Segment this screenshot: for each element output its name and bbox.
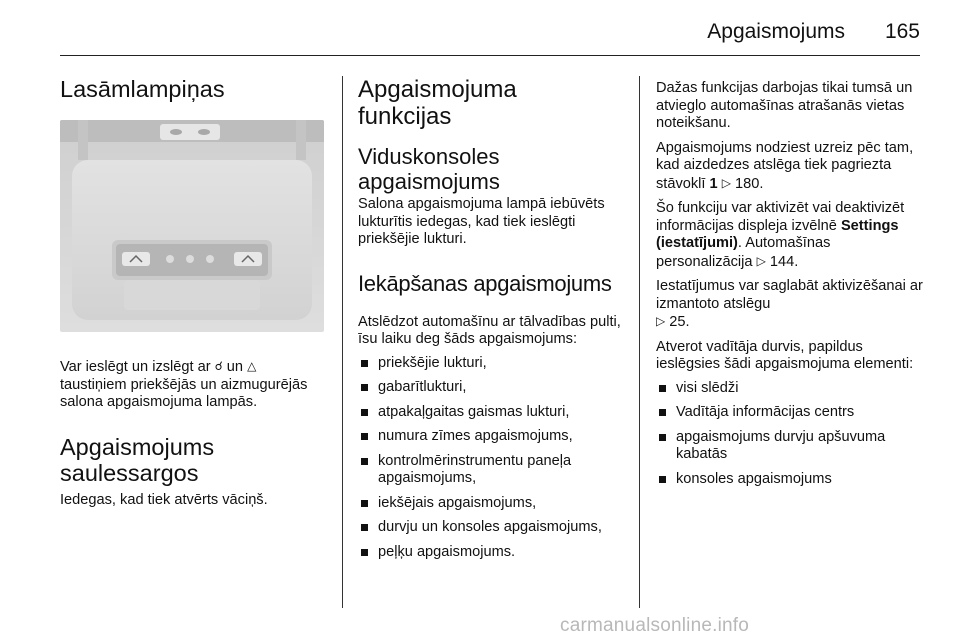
driver-door-list — [656, 380, 924, 489]
entry-lighting-text: Atslēdzot automašīnu ar tālvadības pulti, īsu laiku deg šāds apgaismojums: — [358, 313, 621, 347]
page-ref-link[interactable]: 180. — [735, 175, 764, 192]
section-heading-sunvisor-lamps: Apgaismojums saulessargos — [60, 433, 215, 486]
overhead-console-image — [60, 120, 324, 332]
column-divider — [342, 76, 343, 608]
bullet-square-icon — [659, 385, 666, 392]
bullet-square-icon — [361, 524, 368, 531]
header-rule — [60, 55, 920, 56]
subheading-center-console: Viduskonsoles apgaismojums — [358, 144, 500, 194]
page-header — [60, 18, 920, 48]
driver-door-text: Atverot vadītāja durvis, papildus ieslēgsies šādi apgaismojuma elementi: — [656, 338, 914, 372]
list-item: visi slēdži — [656, 380, 924, 398]
list-item: peļķu apgaismojums. — [358, 544, 622, 562]
column-1 — [60, 76, 324, 509]
list-item: iekšējais apgaismojums, — [358, 495, 622, 513]
reading-lamps-text: Var ieslēgt un izslēgt ar ☌ un △ taustiņiem priekšējās un aizmugurējās salona apgaismojuma lampās. — [60, 359, 308, 410]
front-lamp-icon: ☌ — [214, 359, 223, 373]
bullet-square-icon — [361, 500, 368, 507]
bullet-square-icon — [659, 409, 666, 416]
bullet-square-icon — [361, 549, 368, 556]
list-item: numura zīmes apgaismojums, — [358, 428, 622, 446]
reading-lamps-photo — [60, 120, 324, 332]
list-item: Vadītāja informācijas centrs — [656, 404, 924, 422]
page-ref-link[interactable]: 144. — [769, 253, 799, 270]
column-2 — [358, 76, 622, 568]
ref-arrow-icon: ▷ — [721, 175, 731, 190]
ref-arrow-icon: ▷ — [656, 314, 666, 328]
section-heading-lighting-features: Apgaismojuma funkcijas — [358, 76, 517, 130]
column-divider — [639, 76, 640, 608]
list-item: durvju un konsoles apgaismojums, — [358, 519, 622, 537]
list-item: gabarītlukturi, — [358, 379, 622, 397]
watermark: carmanualsonline.info — [560, 615, 750, 636]
list-item: konsoles apgaismojums — [656, 471, 924, 489]
center-console-text: Salona apgaismojuma lampā iebūvēts lukturītis iedegas, kad tiek ieslēgti priekšējie lukturi. — [358, 196, 605, 247]
settings-text: Šo funkciju var aktivizēt vai deaktivizēt informācijas displeja izvēlnē Settings (iestatījumi). Automašīnas personalizācija ▷ 144. — [656, 200, 905, 270]
bullet-square-icon — [361, 384, 368, 391]
sunvisor-text: Iedegas, kad tiek atvērts vāciņš. — [60, 491, 268, 508]
list-item: atpakaļgaitas gaismas lukturi, — [358, 404, 622, 422]
subheading-entry-lighting: Iekāpšanas apgaismojums — [358, 270, 612, 296]
bullet-square-icon — [361, 433, 368, 440]
list-item: kontrolmērinstrumentu paneļa apgaismojums, — [358, 453, 622, 488]
entry-lighting-list — [358, 355, 622, 562]
list-item: priekšējie lukturi, — [358, 355, 622, 373]
column-3 — [656, 80, 924, 495]
key-memory-text: Iestatījumus var saglabāt aktivizēšanai ar izmantoto atslēgu ▷ 25. — [656, 278, 923, 330]
section-heading-reading-lamps: Lasāmlampiņas — [60, 76, 225, 102]
page-number: 165 — [884, 20, 920, 43]
header-title: Apgaismojums — [707, 20, 845, 43]
bullet-square-icon — [361, 360, 368, 367]
ignition-text: Apgaismojums nodziest uzreiz pēc tam, kad aizdedzes atslēga tiek pagriezta stāvoklī 1 ▷ 180. — [656, 139, 914, 192]
page-ref-link[interactable]: 25. — [669, 314, 690, 330]
bullet-square-icon — [659, 476, 666, 483]
bullet-square-icon — [659, 434, 666, 441]
list-item: apgaismojums durvju apšuvuma kabatās — [656, 429, 924, 464]
darkness-text: Dažas funkcijas darbojas tikai tumsā un atvieglo automašīnas atrašanās vietas noteikšanu. — [656, 80, 913, 131]
bullet-square-icon — [361, 458, 368, 465]
ref-arrow-icon: ▷ — [756, 253, 766, 268]
rear-lamp-icon: △ — [247, 359, 257, 373]
bullet-square-icon — [361, 409, 368, 416]
